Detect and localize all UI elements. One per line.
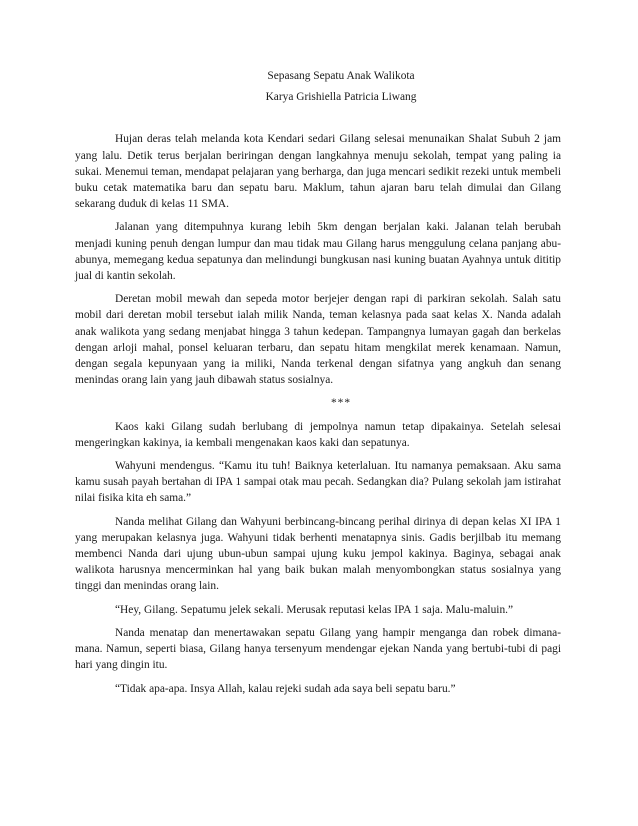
paragraph: Kaos kaki Gilang sudah berlubang di jempolnya namun tetap dipakainya. Setelah selesai mengeringkan kakinya, ia kembali mengenakan kaos kaki dan sepatunya. <box>75 420 561 449</box>
paragraph: Wahyuni mendengus. “Kamu itu tuh! Baiknya keterlaluan. Itu namanya pemaksaan. Aku sama kamu susah payah bertahan di IPA 1 sampai otak mau pecah. Sedangkan dia? Pulang sekolah jam istirahat nilai fisika kita eh sama.” <box>75 460 561 505</box>
paragraph: Jalanan yang ditempuhnya kurang lebih 5km dengan berjalan kaki. Jalanan telah berubah menjadi kuning penuh dengan lumpur dan mau tidak mau Gilang harus menggulung celana panjang abu-abunya, memegang kedua sepatunya dan melindungi bungkusan nasi kuning buatan Ayahnya untuk dititip jual di kantin sekolah. <box>75 221 561 283</box>
document-body <box>75 131 561 696</box>
section-separator: *** <box>330 397 352 410</box>
paragraph: Hujan deras telah melanda kota Kendari sedari Gilang selesai menunaikan Shalat Subuh 2 jam yang lalu. Detik terus berjalan beriringan dengan langkahnya menuju sekolah, tempat yang paling ia sukai. Menemui teman, mendapat pelajaran yang berharga, dan juga mencari sedikit rezeki untuk membeli buku cetak matematika baru dan sepatu baru. Maklum, tahun ajaran baru telah dimulai dan Gilang sekarang duduk di kelas 11 SMA. <box>75 133 561 211</box>
paragraph: Nanda menatap dan menertawakan sepatu Gilang yang hampir menganga dan robek dimana-mana. Namun, seperti biasa, Gilang hanya tersenyum mendengar ejekan Nanda yang bertubi-tubi di pagi hari yang dingin itu. <box>75 626 561 672</box>
paragraph: “Hey, Gilang. Sepatumu jelek sekali. Merusak reputasi kelas IPA 1 saja. Malu-maluin.” <box>115 603 514 616</box>
paragraph: Nanda melihat Gilang dan Wahyuni berbincang-bincang perihal dirinya di depan kelas XI IPA 1 yang merupakan kelasnya juga. Wahyuni tidak berhenti menatapnya sinis. Gadis berjilbab itu memang membenci Nanda dari ujung ubun-ubun sampai ujung kuku jempol kakinya. Baginya, sebagai anak walikota harusnya mencerminkan hal yang baik bukan malah menyombongkan status sosialnya yang tinggi dan menindas orang lain. <box>75 515 561 593</box>
document-author: Karya Grishiella Patricia Liwang <box>265 91 417 104</box>
paragraph: “Tidak apa-apa. Insya Allah, kalau rejeki sudah ada saya beli sepatu baru.” <box>115 682 456 695</box>
document-title: Sepasang Sepatu Anak Walikota <box>267 70 415 82</box>
paragraph: Deretan mobil mewah dan sepeda motor berjejer dengan rapi di parkiran sekolah. Salah satu mobil dari deretan mobil tersebut ialah milik Nanda, teman kelasnya pada saat kelas X. Nanda adalah anak walikota yang sedang menjabat hingga 3 tahun kedepan. Tampangnya lumayan gagah dan berkelas dengan arloji mahal, ponsel keluaran terbaru, dan sepatu hitam mengkilat merek kenamaan. Namun, dengan segala kepunyaan yang ia miliki, Nanda terkenal dengan sifatnya yang angkuh dan senang menindas orang lain yang jauh dibawah status sosialnya. <box>75 293 561 387</box>
document-page <box>75 68 561 704</box>
